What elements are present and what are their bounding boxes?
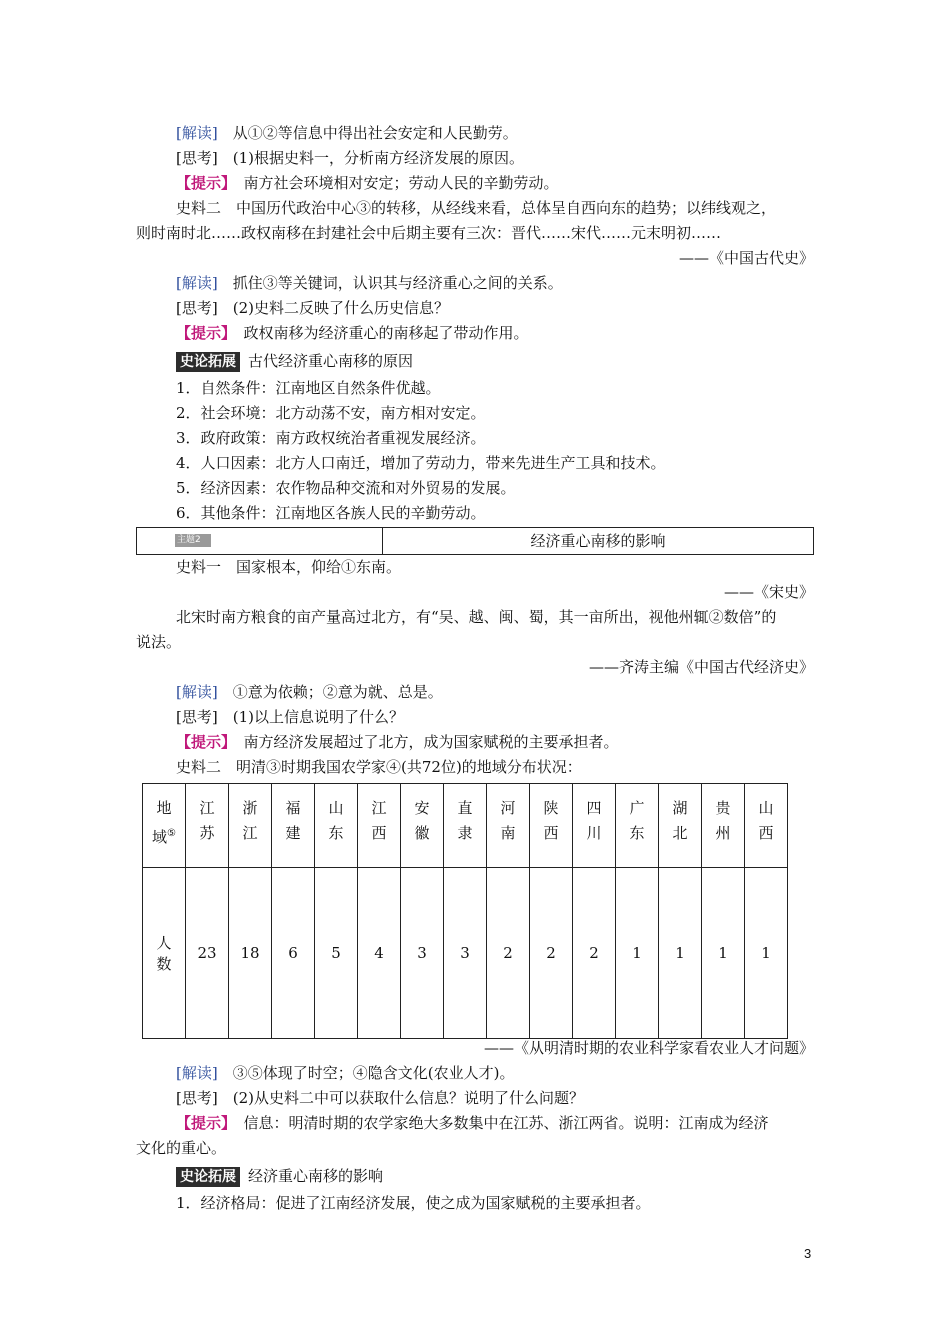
table-cell-count: 3 (401, 868, 444, 1039)
tishi-text: 政权南移为经济重心的南移起了带动作用。 (243, 324, 529, 342)
table-cell-count: 2 (530, 868, 573, 1039)
ext-item: 6．其他条件：江南地区各族人民的辛勤劳动。 (176, 504, 486, 522)
jiedu-text: 从①②等信息中得出社会安定和人民勤劳。 (232, 124, 518, 142)
sec2-source1: 史料一 国家根本，仰给①东南。 (176, 558, 402, 576)
ext-title: 经济重心南移的影响 (248, 1167, 384, 1185)
jiedu-tag: [解读] (176, 1064, 218, 1082)
table-cell-province: 浙 江 (229, 784, 272, 868)
ext-item: 1．自然条件：江南地区自然条件优越。 (176, 379, 441, 397)
sikao-line-3 (176, 706, 404, 728)
sikao-line-1 (176, 147, 524, 169)
shilun-badge: 史论拓展 (176, 1167, 240, 1187)
tishi-line-4 (176, 1112, 769, 1134)
table-cite: ——《从明清时期的农业科学家看农业人才问题》 (483, 1039, 814, 1057)
table-cell-count: 1 (616, 868, 659, 1039)
table-value-label: 人 数 (143, 868, 186, 1039)
table-cell-province: 贵 州 (702, 784, 745, 868)
table-cell-count: 18 (229, 868, 272, 1039)
jiedu-text: ①意为依赖；②意为就、总是。 (232, 683, 443, 701)
sikao-tag: [思考] (176, 1089, 218, 1107)
sikao-tag: [思考] (176, 299, 218, 317)
table-cell-province: 江 苏 (186, 784, 229, 868)
sec2-source1-cite: ——《宋史》 (723, 583, 814, 601)
sec2-para-cite: ——齐涛主编《中国古代经济史》 (588, 658, 814, 676)
jiedu-tag: [解读] (176, 274, 218, 292)
sec2-para-line2: 说法。 (136, 633, 182, 651)
sikao-text: (2)史料二反映了什么历史信息？ (232, 299, 449, 317)
table-cell-province: 福 建 (272, 784, 315, 868)
ext-item: 3．政府政策：南方政权统治者重视发展经济。 (176, 429, 486, 447)
source2-cite: ——《中国古代史》 (678, 249, 814, 267)
jiedu-line-3 (176, 681, 443, 703)
table-cell-count: 2 (487, 868, 530, 1039)
topic2-mark: 主题2 (175, 534, 211, 547)
ext-item: 4．人口因素：北方人口南迁，增加了劳动力，带来先进生产工具和技术。 (176, 454, 666, 472)
table-cell-count: 6 (272, 868, 315, 1039)
ext-title: 古代经济重心南移的原因 (248, 352, 414, 370)
sec2-source2: 史料二 明清③时期我国农学家④(共72位)的地域分布状况： (176, 758, 582, 776)
agronomist-distribution-table (142, 783, 788, 1039)
ext-heading-1 (176, 350, 413, 372)
tishi-line-4-cont: 文化的重心。 (136, 1139, 227, 1157)
tishi-line-3 (176, 731, 619, 753)
table-cell-province: 湖 北 (659, 784, 702, 868)
table-cell-count: 1 (659, 868, 702, 1039)
tishi-text: 南方经济发展超过了北方，成为国家赋税的主要承担者。 (243, 733, 619, 751)
table-cell-count: 3 (444, 868, 487, 1039)
ext-item: 1．经济格局：促进了江南经济发展，使之成为国家赋税的主要承担者。 (176, 1194, 651, 1212)
table-cell-province: 陕 西 (530, 784, 573, 868)
tishi-tag: 【提示】 (176, 1114, 229, 1132)
ext-item: 2．社会环境：北方动荡不安，南方相对安定。 (176, 404, 486, 422)
table-cell-province: 山 西 (745, 784, 788, 868)
ext-heading-2 (176, 1165, 383, 1187)
table-row-regions (143, 784, 788, 868)
table-cell-province: 河 南 (487, 784, 530, 868)
table-cell-count: 1 (745, 868, 788, 1039)
topic2-box (136, 527, 814, 555)
table-cell-province: 江 西 (358, 784, 401, 868)
ext-item: 5．经济因素：农作物品种交流和对外贸易的发展。 (176, 479, 516, 497)
table-cell-count: 5 (315, 868, 358, 1039)
tishi-tag: 【提示】 (176, 324, 229, 342)
jiedu-tag: [解读] (176, 124, 218, 142)
table-cell-province: 四 川 (573, 784, 616, 868)
jiedu-text: ③⑤体现了时空；④隐含文化(农业人才)。 (232, 1064, 515, 1082)
table-cell-province: 山 东 (315, 784, 358, 868)
tishi-line-1 (176, 172, 559, 194)
tishi-tag: 【提示】 (176, 174, 229, 192)
sec2-para-line1: 北宋时南方粮食的亩产量高过北方，有“吴、越、闽、蜀，其一亩所出，视他州辄②数倍”的 (176, 608, 777, 626)
jiedu-line-1 (176, 122, 518, 144)
jiedu-line-4 (176, 1062, 514, 1084)
table-cell-province: 广 东 (616, 784, 659, 868)
shilun-badge: 史论拓展 (176, 352, 240, 372)
sikao-tag: [思考] (176, 708, 218, 726)
tishi-tag: 【提示】 (176, 733, 229, 751)
table-cell-province: 安 徽 (401, 784, 444, 868)
sikao-line-2 (176, 297, 449, 319)
table-header-label: 地 域⑤ (143, 784, 186, 868)
source2-line2: 则时南时北……政权南移在封建社会中后期主要有三次：晋代……宋代……元末明初…… (136, 224, 722, 242)
topic2-label-cell (137, 528, 383, 554)
jiedu-tag: [解读] (176, 683, 218, 701)
tishi-line-2 (176, 322, 529, 344)
tishi-text: 信息：明清时期的农学家绝大多数集中在江苏、浙江两省。说明：江南成为经济 (243, 1114, 769, 1132)
page-number: 3 (804, 1246, 812, 1261)
source2-line1: 史料二 中国历代政治中心③的转移，从经线来看，总体呈自西向东的趋势；以纬线观之， (176, 199, 777, 217)
sikao-tag: [思考] (176, 149, 218, 167)
topic2-title: 经济重心南移的影响 (530, 532, 666, 550)
table-cell-count: 1 (702, 868, 745, 1039)
tishi-text: 南方社会环境相对安定；劳动人民的辛勤劳动。 (243, 174, 559, 192)
table-cell-count: 2 (573, 868, 616, 1039)
table-row-counts (143, 868, 788, 1039)
table-cell-count: 23 (186, 868, 229, 1039)
sikao-text: (1)根据史料一，分析南方经济发展的原因。 (232, 149, 524, 167)
table-cell-province: 直 隶 (444, 784, 487, 868)
jiedu-text: 抓住③等关键词，认识其与经济重心之间的关系。 (232, 274, 563, 292)
table-cell-count: 4 (358, 868, 401, 1039)
sikao-text: (2)从史料二中可以获取什么信息？说明了什么问题？ (232, 1089, 584, 1107)
sikao-text: (1)以上信息说明了什么？ (232, 708, 404, 726)
sikao-line-4 (176, 1087, 584, 1109)
jiedu-line-2 (176, 272, 563, 294)
